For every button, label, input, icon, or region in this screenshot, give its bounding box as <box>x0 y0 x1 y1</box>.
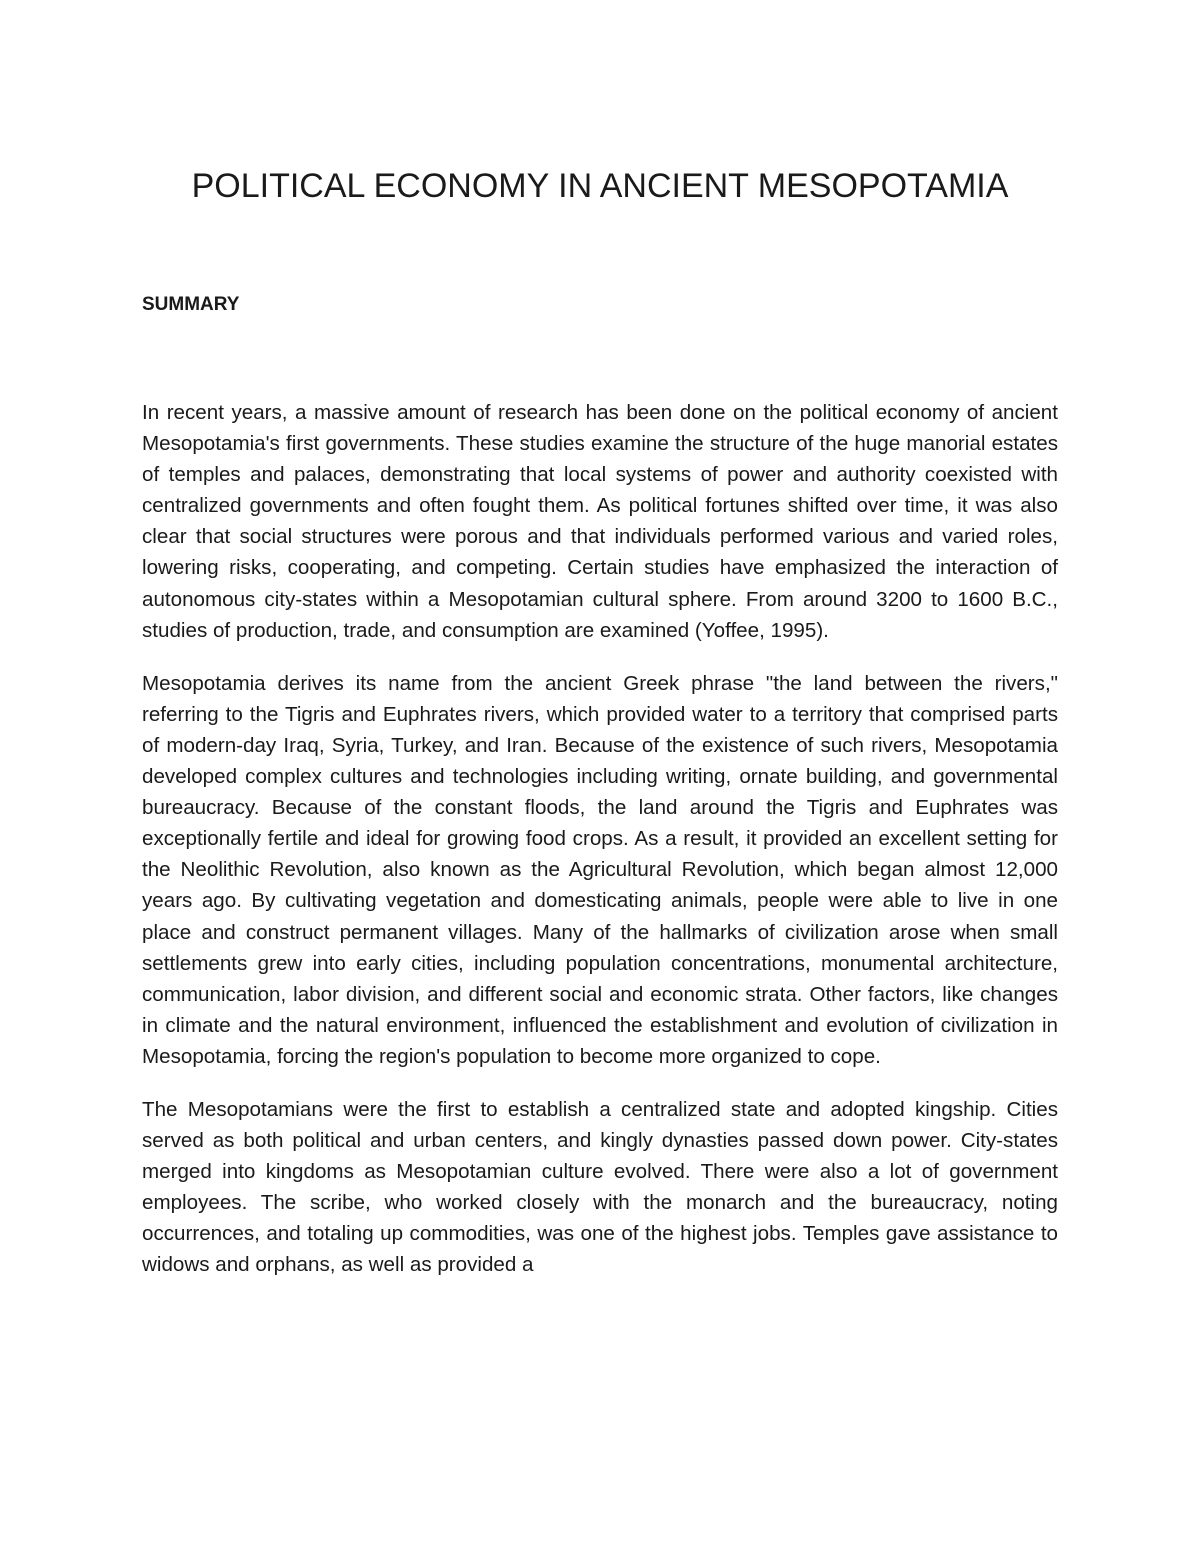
paragraph-centralized-state: The Mesopotamians were the first to establish a centralized state and adopted kingship. Cities served as both political and urban centers, and kingly dynasties passed down power. City-states merged into kingdoms as Mesopotamian culture evolved. There were also a lot of government employees. The scribe, who worked closely with the monarch and the bureaucracy, noting occurrences, and totaling up commodities, was one of the highest jobs. Temples gave assistance to widows and orphans, as well as provided a <box>142 1097 1058 1277</box>
document-title: POLITICAL ECONOMY IN ANCIENT MESOPOTAMIA <box>191 167 1009 205</box>
document-body <box>142 397 1058 1303</box>
paragraph-research-overview: In recent years, a massive amount of research has been done on the political economy of ancient Mesopotamia's first governments. These studies examine the structure of the huge manorial estates of temples and palaces, demonstrating that local systems of power and authority coexisted with centralized governments and often fought them. As political fortunes shifted over time, it was also clear that social structures were porous and that individuals performed various and varied roles, lowering risks, cooperating, and competing. Certain studies have emphasized the interaction of autonomous city-states within a Mesopotamian cultural sphere. From around 3200 to 1600 B.C., studies of production, trade, and consumption are examined (Yoffee, 1995). <box>142 401 1058 642</box>
paragraph-mesopotamia-origins: Mesopotamia derives its name from the ancient Greek phrase "the land between the rivers," referring to the Tigris and Euphrates rivers, which provided water to a territory that comprised parts of modern-day Iraq, Syria, Turkey, and Iran. Because of the existence of such rivers, Mesopotamia developed complex cultures and technologies including writing, ornate building, and governmental bureaucracy. Because of the constant floods, the land around the Tigris and Euphrates was exceptionally fertile and ideal for growing food crops. As a result, it provided an excellent setting for the Neolithic Revolution, also known as the Agricultural Revolution, which began almost 12,000 years ago. By cultivating vegetation and domesticating animals, people were able to live in one place and construct permanent villages. Many of the hallmarks of civilization arose when small settlements grew into early cities, including population concentrations, monumental architecture, communication, labor division, and different social and economic strata. Other factors, like changes in climate and the natural environment, influenced the establishment and evolution of civilization in Mesopotamia, forcing the region's population to become more organized to cope. <box>142 671 1058 1068</box>
section-heading-summary: SUMMARY <box>142 294 240 315</box>
